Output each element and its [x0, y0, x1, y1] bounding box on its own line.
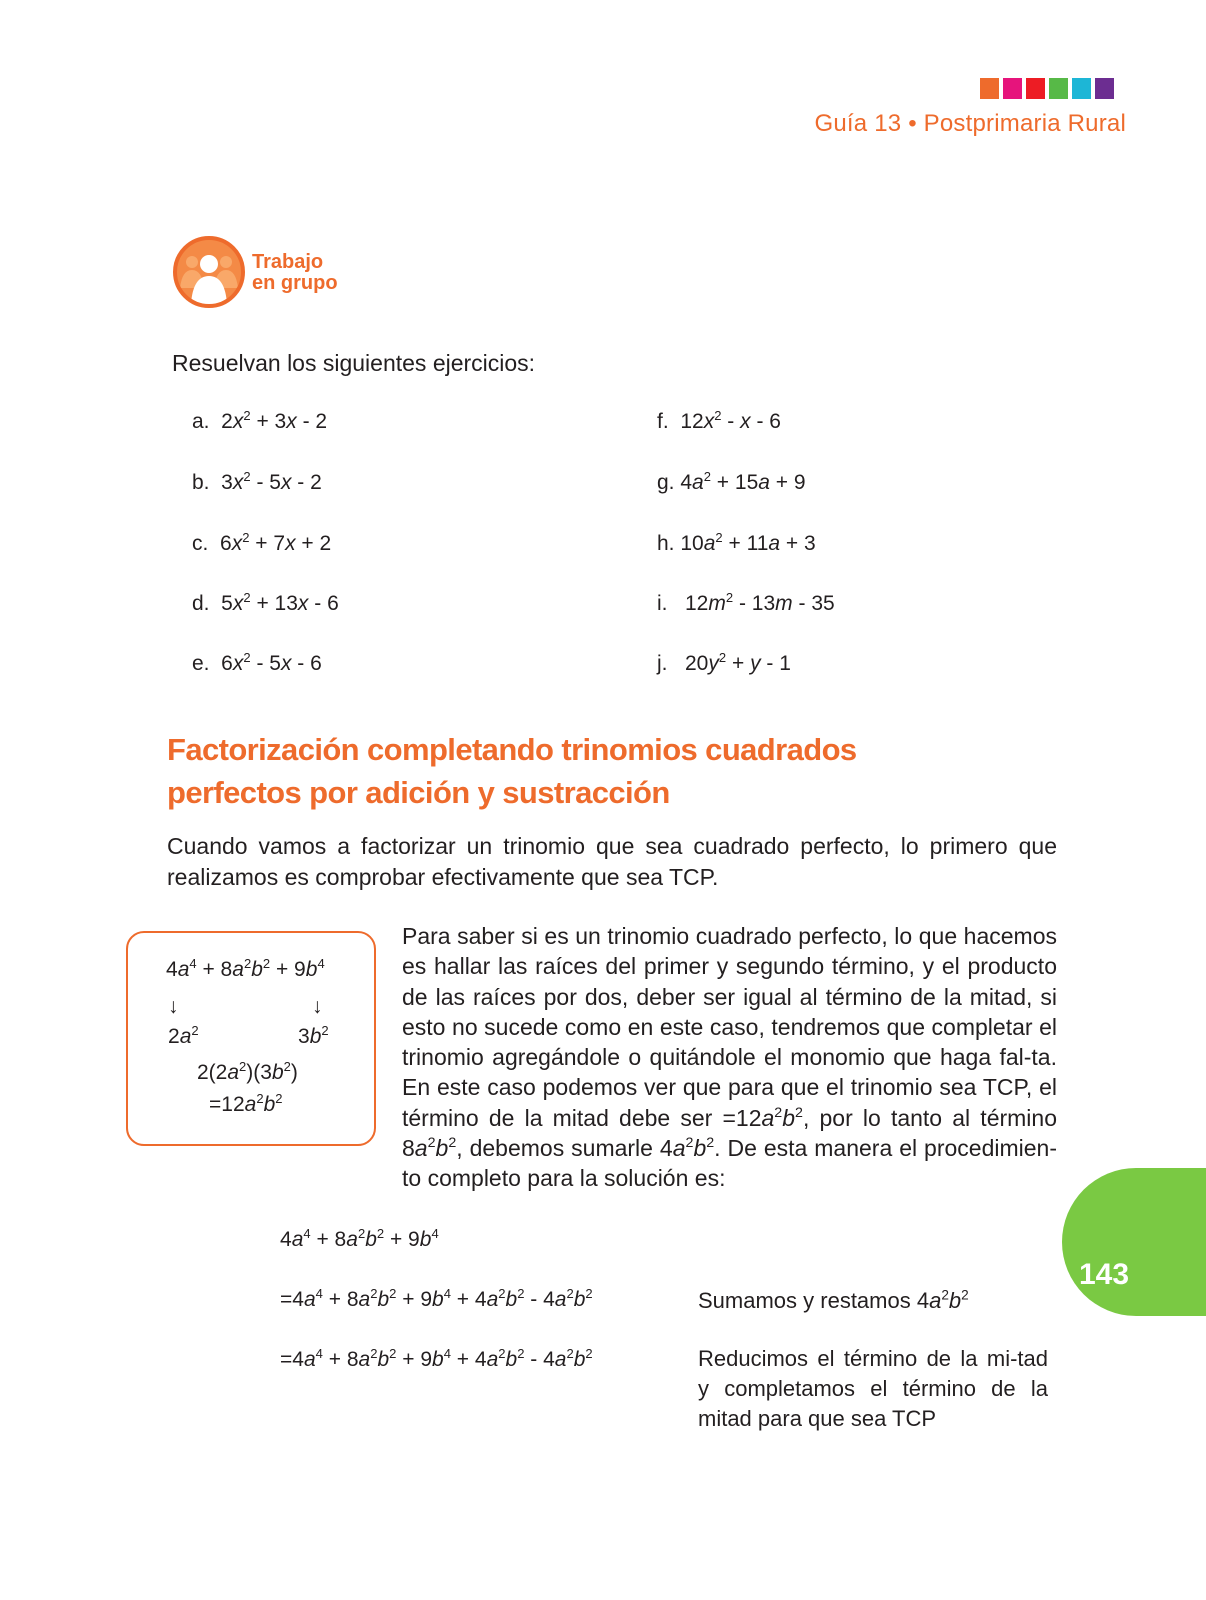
- exercise-g: g. $4a^2 + 15a + 9$: [657, 468, 806, 494]
- exercise-i: i. $12m^2 - 13m - 35$: [657, 589, 835, 615]
- procedure-note-2: Reducimos el término de la mi-tad y completamos el término de la mitad para que sea TCP: [698, 1346, 1048, 1431]
- color-strip: [980, 78, 1114, 99]
- exercise-h: h. $10a^2 + 11a + 3$: [657, 529, 816, 555]
- exercise-label: c.: [192, 532, 209, 555]
- group-work-label: [252, 252, 338, 294]
- exercise-label: h.: [657, 532, 675, 555]
- guide-label: Guía 13: [814, 110, 902, 137]
- exercise-c: c. $6x^2 + 7x + 2$: [192, 529, 332, 555]
- exercise-label: e.: [192, 652, 210, 675]
- instructions: Resuelvan los siguientes ejercicios:: [172, 350, 536, 376]
- explanation-part4: . De esta manera el procedimien-to completo para la solución es:: [402, 1135, 1057, 1192]
- box-product: $2(2a^2)(3b^2)$: [197, 1058, 298, 1084]
- exercise-label: g.: [657, 471, 675, 494]
- box-root-2: $3b^2$: [298, 1022, 329, 1048]
- exercise-a: a. $2x^2 + 3x - 2$: [192, 407, 328, 433]
- procedure-line-1: $4a^4 + 8a^2b^2 + 9b^4$: [280, 1225, 439, 1251]
- section-title-line2: perfectos por adición y sustracción: [167, 775, 670, 810]
- procedure-note-1-text: Sumamos y restamos: [698, 1288, 917, 1313]
- color-block-green: [1049, 78, 1068, 99]
- exercise-f: f. $12x^2$ - x - 6: [657, 407, 781, 433]
- section-title-line1: Factorización completando trinomios cuadrados: [167, 732, 857, 767]
- exercise-e: e. $6x^2 - 5x - 6$: [192, 649, 322, 675]
- exercise-label: d.: [192, 592, 210, 615]
- color-block-orange: [980, 78, 999, 99]
- box-trinomial: $4a^4 + 8a^2b^2 + 9b^4$: [166, 955, 325, 981]
- header-bullet: •: [908, 110, 917, 137]
- down-arrow-icon: ↓: [312, 995, 323, 1018]
- box-result: $=12a^2b^2$: [209, 1090, 283, 1116]
- color-block-red: [1026, 78, 1045, 99]
- exercise-label: i.: [657, 592, 668, 615]
- exercise-label: b.: [192, 471, 210, 494]
- explanation-part2: , por lo tanto al término: [802, 1104, 1058, 1131]
- group-people-icon: [173, 236, 245, 308]
- procedure-note-1: Sumamos y restamos $4a^2b^2$: [698, 1287, 969, 1313]
- explanation-part3: , debemos sumarle: [456, 1135, 660, 1162]
- group-work-line2: en grupo: [252, 272, 338, 294]
- procedure-line-2: $=4a^4 + 8a^2b^2 + 9b^4 + 4a^2b^2 - 4a^2b^2$: [280, 1285, 593, 1311]
- exercise-d: d. $5x^2 + 13x - 6$: [192, 589, 339, 615]
- box-root-1: $2a^2$: [168, 1022, 199, 1048]
- down-arrow-icon: ↓: [168, 995, 179, 1018]
- color-block-cyan: [1072, 78, 1091, 99]
- intro-paragraph: Cuando vamos a factorizar un trinomio que sea cuadrado perfecto, lo primero que realizamos es comprobar efectivamente que sea TCP.: [167, 833, 1057, 890]
- color-block-magenta: [1003, 78, 1022, 99]
- exercise-j: j. $20y^2 + y - 1$: [657, 649, 791, 675]
- running-header: [815, 110, 1126, 138]
- group-work-line1: Trabajo: [252, 251, 324, 273]
- color-block-purple: [1095, 78, 1114, 99]
- exercise-label: j.: [657, 652, 668, 675]
- explanation-part1: Para saber si es un trinomio cuadrado perfecto, lo que hacemos es hallar las raíces del primer y segundo término, y el producto de las raíces por dos, deber ser igual al término de la mitad, si esto no sucede como en este caso, tendremos que completar el trinomio agregándole o quitándole el monomio que haga fal-ta. En este caso podemos ver que para que el trinomio sea TCP, el término de la mitad debe ser: [402, 923, 1057, 1131]
- page-number-tab: [1062, 1168, 1206, 1316]
- procedure-line-3: $=4a^4 + 8a^2b^2 + 9b^4 + 4a^2b^2 - 4a^2b^2$: [280, 1345, 593, 1371]
- explanation-paragraph: Para saber si es un trinomio cuadrado perfecto, lo que hacemos es hallar las raíces del primer y segundo término, y el producto de las raíces por dos, deber ser igual al término de la mitad, si esto no sucede como en este caso, tendremos que completar el trinomio agregándole o quitándole el monomio que haga fal-ta. En este caso podemos ver que para que el trinomio sea TCP, el término de la mitad debe ser $=12a^2b^2$, por lo tanto al término $8a^2b^2$, debemos sumarle $4a^2b^2$. De esta manera el procedimien-to completo para la solución es:: [402, 923, 1058, 1192]
- exercise-b: b. $3x^2 - 5x - 2$: [192, 468, 322, 494]
- section-title: [167, 728, 857, 814]
- exercise-label: a.: [192, 410, 210, 433]
- program-label: Postprimaria Rural: [923, 110, 1126, 137]
- page-number: 143: [1079, 1258, 1130, 1291]
- exercise-label: f.: [657, 410, 669, 433]
